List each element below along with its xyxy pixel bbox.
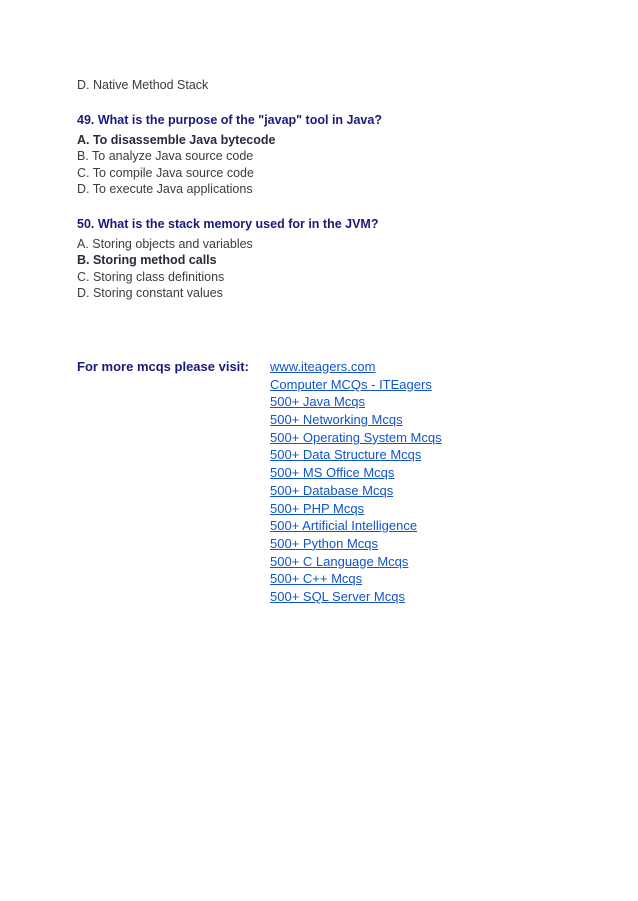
link-item [270,446,442,464]
link-item [270,517,442,535]
q49-option-b: B. To analyze Java source code [77,149,254,163]
link-item [270,570,442,588]
q49-option-a: A. To disassemble Java bytecode [77,133,276,147]
link-item [270,393,442,411]
link-python-mcqs[interactable]: 500+ Python Mcqs [270,535,379,551]
question-49: 49. What is the purpose of the "javap" tool in Java? [77,113,382,127]
q50-option-d: D. Storing constant values [77,286,223,300]
q50-option-c: C. Storing class definitions [77,270,225,284]
q50-option-a: A. Storing objects and variables [77,237,253,251]
link-item [270,464,442,482]
link-artificial-intelligence[interactable]: 500+ Artificial Intelligence [270,518,418,534]
link-data-structure-mcqs[interactable]: 500+ Data Structure Mcqs [270,447,422,463]
question-50: 50. What is the stack memory used for in the JVM? [77,217,379,231]
link-ms-office-mcqs[interactable]: 500+ MS Office Mcqs [270,465,395,481]
link-item [270,553,442,571]
link-item [270,376,442,394]
q49-option-d: D. To execute Java applications [77,182,253,196]
link-operating-system-mcqs[interactable]: 500+ Operating System Mcqs [270,429,442,445]
link-computer-mcqs[interactable]: Computer MCQs - ITEagers [270,376,432,392]
link-cpp-mcqs[interactable]: 500+ C++ Mcqs [270,571,363,587]
prev-option-d: D. Native Method Stack [77,78,209,92]
link-item [270,482,442,500]
link-java-mcqs[interactable]: 500+ Java Mcqs [270,394,366,410]
link-c-language-mcqs[interactable]: 500+ C Language Mcqs [270,553,409,569]
more-mcqs-links [270,358,442,606]
link-item [270,500,442,518]
link-item [270,429,442,447]
link-database-mcqs[interactable]: 500+ Database Mcqs [270,482,394,498]
q49-option-c: C. To compile Java source code [77,166,254,180]
link-php-mcqs[interactable]: 500+ PHP Mcqs [270,500,365,516]
link-item [270,588,442,606]
more-mcqs-label: For more mcqs please visit: [77,359,249,374]
link-item [270,358,442,376]
link-networking-mcqs[interactable]: 500+ Networking Mcqs [270,412,403,428]
link-iteagers-home[interactable]: www.iteagers.com [270,359,376,374]
link-item [270,411,442,429]
link-sql-server-mcqs[interactable]: 500+ SQL Server Mcqs [270,588,405,604]
q50-option-b: B. Storing method calls [77,253,217,267]
link-item [270,535,442,553]
